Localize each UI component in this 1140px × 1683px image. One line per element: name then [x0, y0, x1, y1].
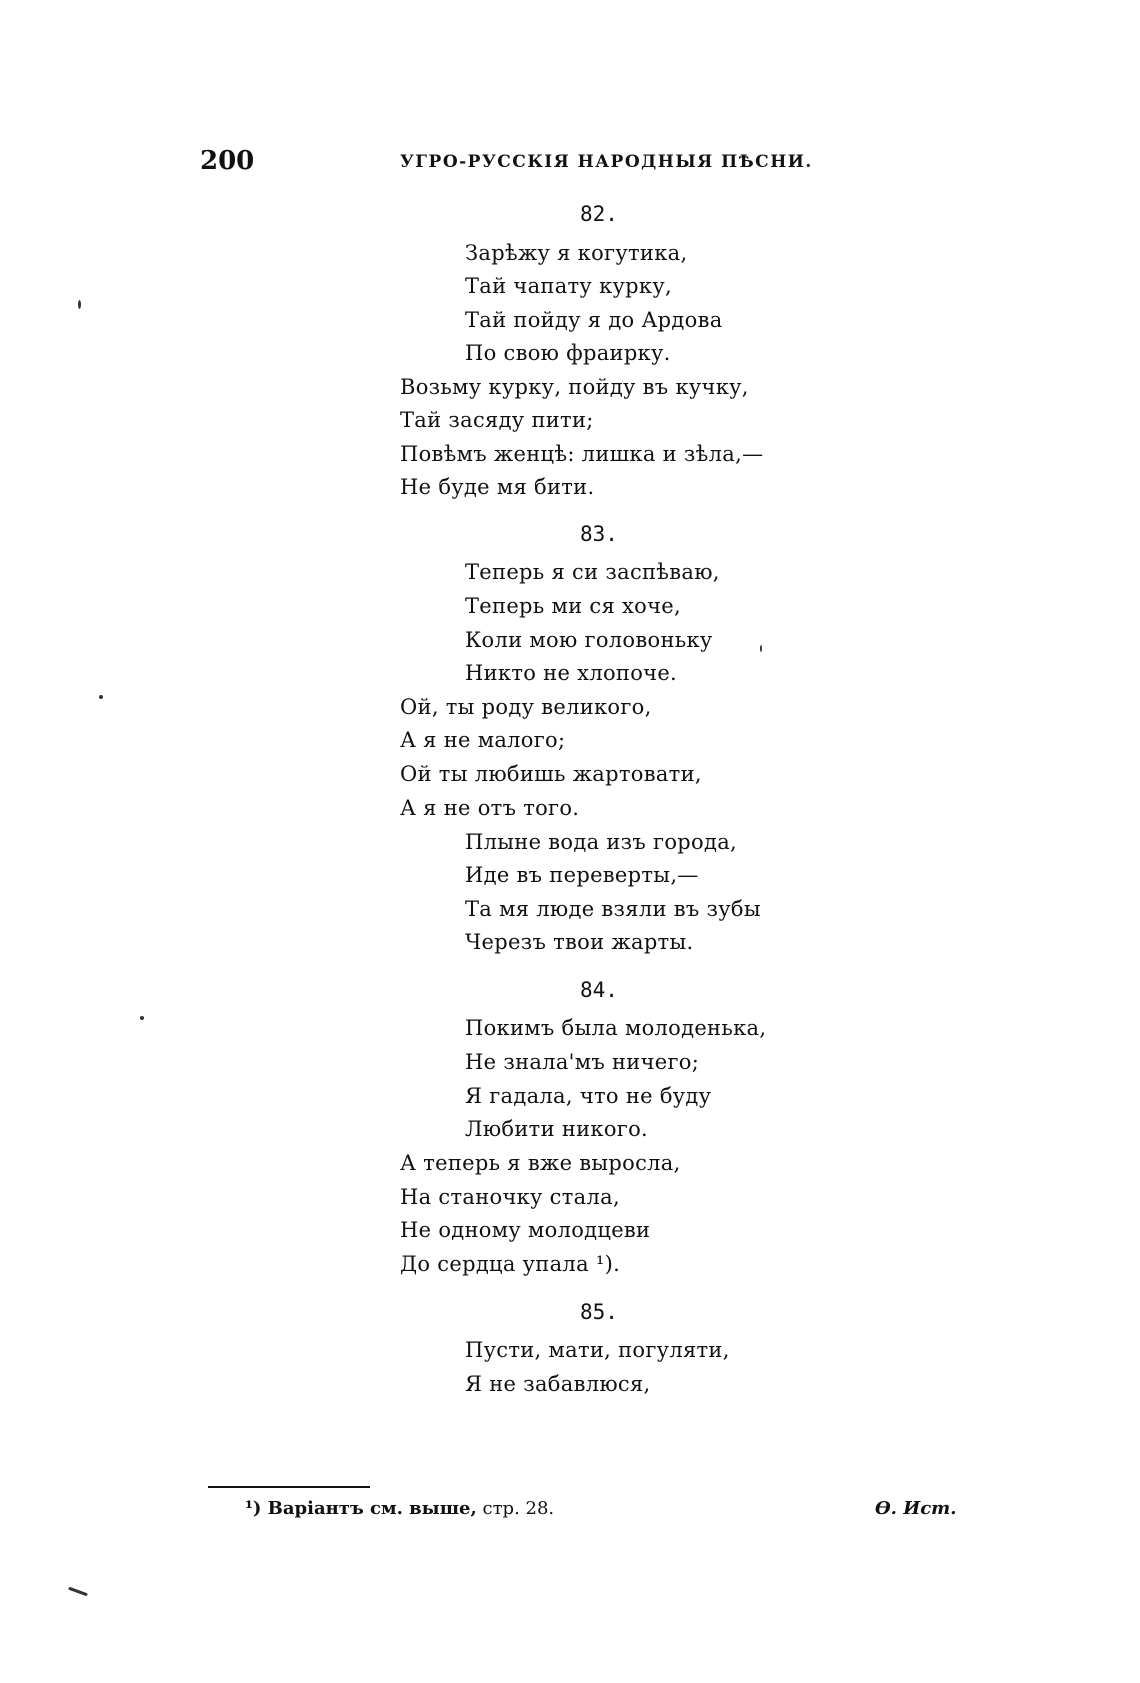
page-number: 200 — [200, 146, 255, 176]
scan-speck — [760, 645, 762, 652]
verse-line: Я не забавлюся, — [465, 1372, 651, 1396]
verse-line: Ой ты любишь жартовати, — [400, 762, 702, 786]
verse-line: Теперь ми ся хоче, — [465, 594, 681, 618]
verse-line: Та мя люде взяли въ зубы — [465, 897, 761, 921]
verse-line: На станочку стала, — [400, 1185, 620, 1209]
footnote — [245, 1498, 554, 1519]
verse-line: Я гадала, что не буду — [465, 1084, 712, 1108]
running-header — [200, 146, 820, 182]
verse-line: Черезъ твои жарты. — [465, 930, 694, 954]
verse-line: По свою фраирку. — [465, 341, 671, 365]
verse-line: Любити никого. — [465, 1117, 649, 1141]
verse-line: Коли мою головоньку — [465, 628, 713, 652]
verse-line: А я не малого; — [400, 728, 566, 752]
verse-line: Тай пойду я до Ардова — [465, 308, 723, 332]
verse-line: Теперь я си заспѣваю, — [465, 560, 720, 584]
scan-speck — [140, 1016, 144, 1020]
footnote-reference: стр. 28. — [476, 1498, 555, 1519]
song-number-83: 83. — [580, 522, 618, 546]
song-number-85: 85. — [580, 1300, 618, 1324]
running-title: УГРО-РУССКІЯ НАРОДНЫЯ ПѢСНИ. — [400, 152, 813, 172]
song-number-82: 82. — [580, 202, 618, 226]
verse-line: Покимъ была молоденька, — [465, 1016, 767, 1040]
verse-line: Иде въ переверты,— — [465, 863, 699, 887]
scan-speck — [68, 1587, 88, 1597]
verse-line: Не знала'мъ ничего; — [465, 1050, 700, 1074]
verse-line: Не одному молодцеви — [400, 1218, 651, 1242]
verse-line: До сердца упала ¹). — [400, 1252, 621, 1276]
footnote-signature: Ѳ. Ист. — [875, 1498, 957, 1519]
song-number-84: 84. — [580, 978, 618, 1002]
verse-line: А я не отъ того. — [400, 796, 580, 820]
footnote-rule — [208, 1486, 370, 1488]
verse-line: Повѣмъ женцѣ: лишка и зѣла,— — [400, 442, 764, 466]
verse-line: Никто не хлопоче. — [465, 661, 678, 685]
verse-line: Пусти, мати, погуляти, — [465, 1338, 730, 1362]
verse-line: Ой, ты роду великого, — [400, 695, 652, 719]
verse-line: А теперь я вже выросла, — [400, 1151, 681, 1175]
verse-line: Тай чапату курку, — [465, 274, 672, 298]
verse-line: Тай засяду пити; — [400, 408, 594, 432]
verse-line: Плыне вода изъ города, — [465, 830, 738, 854]
verse-line: Возьму курку, пойду въ кучку, — [400, 375, 749, 399]
scan-speck — [99, 695, 103, 699]
verse-line: Не буде мя бити. — [400, 475, 595, 499]
footnote-lead: ¹) Варіантъ см. выше, — [245, 1498, 477, 1519]
verse-line: Зарѣжу я когутика, — [465, 241, 688, 265]
scan-speck — [78, 300, 81, 309]
